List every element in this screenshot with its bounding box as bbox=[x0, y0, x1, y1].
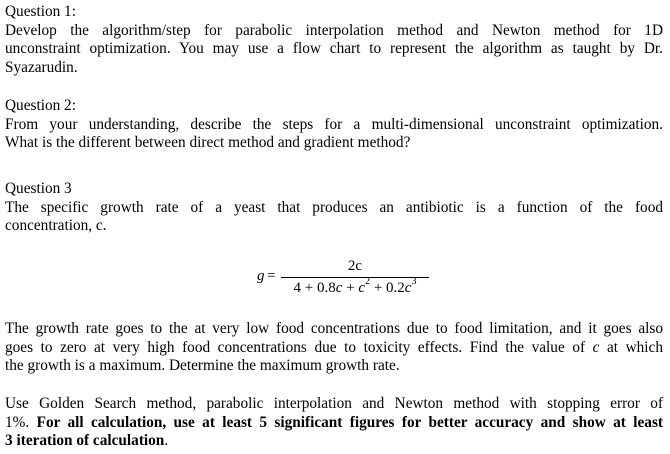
paragraph-text: at which bbox=[599, 338, 663, 356]
question-3-text-line-1: The specific growth rate of a yeast that produces an antibiotic is a function of the food bbox=[5, 198, 663, 216]
question-3-text-line-2: concentration, c. bbox=[5, 217, 107, 234]
question-1-heading: Question 1: bbox=[5, 3, 76, 20]
paragraph-line-3: the growth is a maximum. Determine the maximum growth rate. bbox=[5, 357, 400, 374]
paragraph-line-1: The growth rate goes to the at very low food concentrations due to food limitation, and it goes also bbox=[5, 320, 663, 337]
denominator-exponent: 2 bbox=[365, 276, 371, 287]
denominator-var: c bbox=[358, 280, 366, 296]
question-2-text-line-1: From your understanding, describe the steps for a multi-dimensional unconstraint optimization. bbox=[5, 115, 663, 133]
instructions-text: . bbox=[164, 432, 169, 449]
equation-denominator bbox=[281, 278, 429, 297]
question-2-text-line-2: What is the different between direct method and gradient method? bbox=[5, 134, 411, 151]
equation-fraction bbox=[281, 257, 429, 297]
instructions-line-1: Use Golden Search method, parabolic interpolation and Newton method with stopping error of bbox=[5, 395, 663, 412]
paragraph-line-2 bbox=[5, 339, 663, 358]
equation-numerator: 2c bbox=[347, 258, 363, 274]
denominator-plus: + bbox=[342, 280, 359, 296]
denominator-part: 4 + 0.8 bbox=[293, 280, 336, 296]
question-1 bbox=[5, 3, 663, 77]
instructions-line-2 bbox=[5, 414, 663, 433]
question-2-heading: Question 2: bbox=[5, 97, 76, 114]
growth-rate-equation bbox=[257, 257, 427, 297]
instructions-line-3 bbox=[5, 432, 663, 451]
growth-rate-paragraph bbox=[5, 320, 663, 376]
equation-equals: = bbox=[267, 268, 276, 284]
denominator-part: + 0.2 bbox=[370, 280, 405, 296]
paragraph-text: goes to zero at very high food concentrations due to toxicity effects. Find the value of bbox=[5, 338, 593, 356]
question-2 bbox=[5, 97, 663, 153]
variable-c: c bbox=[592, 338, 600, 356]
denominator-var: c bbox=[404, 280, 412, 296]
equation-lhs: g bbox=[257, 268, 265, 284]
question-1-text-line-2: unconstraint optimization. You may use a flow chart to represent the algorithm as taught by Dr. bbox=[5, 40, 663, 57]
question-1-text-line-1: Develop the algorithm/step for parabolic interpolation method and Newton method for 1D bbox=[5, 21, 663, 39]
question-3-heading: Question 3 bbox=[5, 180, 72, 197]
question-1-text-line-3: Syazarudin. bbox=[5, 58, 78, 76]
denominator-var: c bbox=[335, 280, 343, 296]
denominator-exponent: 3 bbox=[411, 276, 417, 287]
instructions-text: 1%. bbox=[5, 413, 37, 431]
method-instructions bbox=[5, 395, 663, 451]
question-3 bbox=[5, 180, 663, 236]
instructions-bold-text: For all calculation, use at least 5 significant figures for better accuracy and show at least bbox=[36, 413, 664, 431]
instructions-bold-text: 3 iteration of calculation bbox=[5, 432, 165, 449]
